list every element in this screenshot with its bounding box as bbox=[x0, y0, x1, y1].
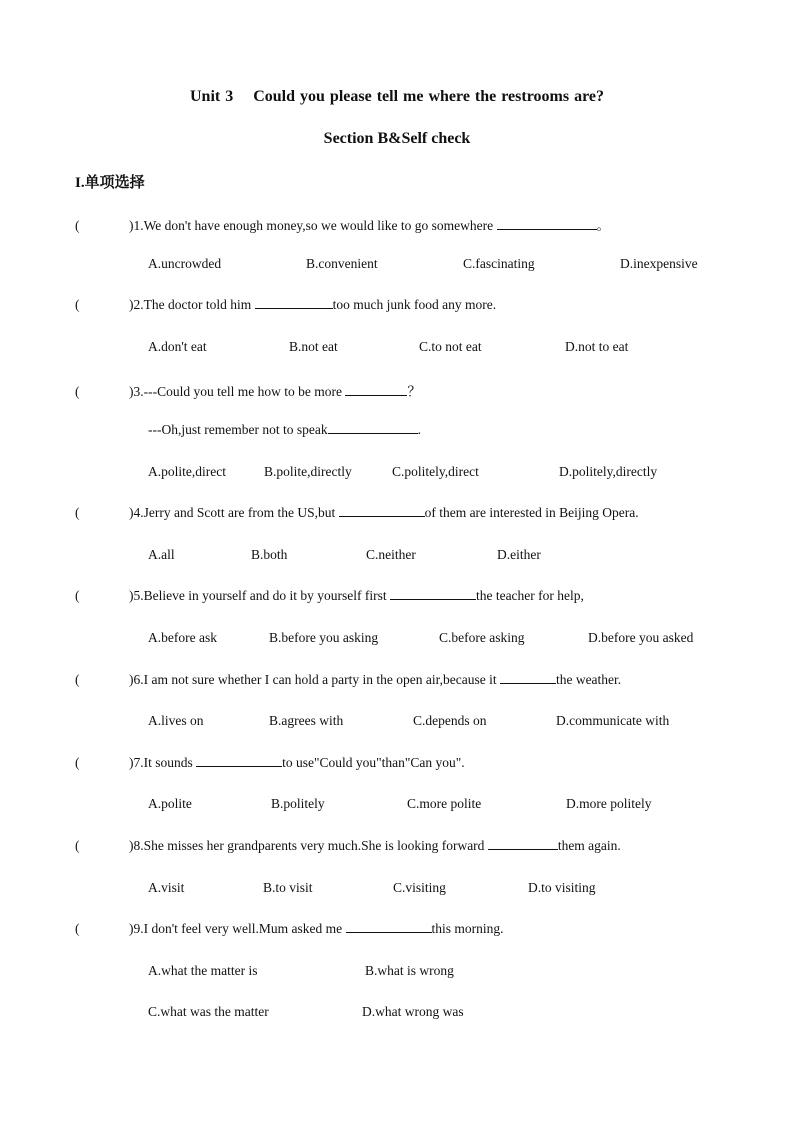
option-d: D.what wrong was bbox=[362, 1004, 464, 1019]
option-a: A.all bbox=[148, 547, 175, 562]
answer-paren-close: ) bbox=[129, 755, 134, 770]
option-b: B.what is wrong bbox=[365, 963, 454, 978]
question-1 bbox=[75, 214, 610, 234]
answer-paren-close: ) bbox=[129, 838, 134, 853]
question-text: 6.I am not sure whether I can hold a party in the open air,because it bbox=[133, 672, 500, 687]
answer-paren-open: ( bbox=[75, 297, 80, 312]
option-c: C.politely,direct bbox=[392, 464, 479, 479]
option-c: C.to not eat bbox=[419, 339, 482, 354]
section-heading: I.单项选择 bbox=[75, 175, 145, 191]
answer-paren-close: ) bbox=[129, 505, 134, 520]
answer-paren-close: ) bbox=[129, 672, 134, 687]
option-d: D.communicate with bbox=[556, 713, 670, 728]
question-3 bbox=[75, 380, 421, 400]
option-d: D.politely,directly bbox=[559, 464, 658, 479]
option-c: C.depends on bbox=[413, 713, 487, 728]
option-b: B.politely bbox=[271, 796, 325, 811]
option-b: B.not eat bbox=[289, 339, 338, 354]
option-c: C.before asking bbox=[439, 630, 525, 645]
question-text: 5.Believe in yourself and do it by yourself first bbox=[133, 588, 390, 603]
option-a: A.before ask bbox=[148, 630, 217, 645]
dialogue-text: ---Oh,just remember not to speak bbox=[148, 422, 328, 437]
answer-blank[interactable] bbox=[345, 384, 407, 396]
answer-blank[interactable] bbox=[255, 297, 333, 309]
answer-paren-close: ) bbox=[129, 297, 134, 312]
option-c: C.more polite bbox=[407, 796, 482, 811]
page-subtitle: Section B&Self check bbox=[323, 130, 471, 147]
answer-paren-close: ) bbox=[129, 218, 134, 233]
option-a: A.visit bbox=[148, 880, 185, 895]
answer-blank[interactable] bbox=[339, 505, 425, 517]
option-a: A.uncrowded bbox=[148, 256, 222, 271]
question-9 bbox=[75, 921, 504, 937]
option-c: C.visiting bbox=[393, 880, 446, 895]
option-b: B.both bbox=[251, 547, 288, 562]
question-text-end: to use"Could you"than"Can you". bbox=[282, 755, 465, 770]
answer-paren-open: ( bbox=[75, 505, 80, 520]
answer-paren-open: ( bbox=[75, 218, 80, 233]
option-c: C.what was the matter bbox=[148, 1004, 269, 1019]
answer-blank[interactable] bbox=[488, 838, 558, 850]
question-text: 8.She misses her grandparents very much.She is looking forward bbox=[133, 838, 488, 853]
question-text: 4.Jerry and Scott are from the US,but bbox=[133, 505, 339, 520]
question-text: 9.I don't feel very well.Mum asked me bbox=[133, 921, 346, 936]
question-text-end: the teacher for help, bbox=[475, 588, 584, 603]
answer-paren-open: ( bbox=[75, 921, 80, 936]
question-5 bbox=[75, 588, 584, 604]
option-d: D.more politely bbox=[566, 796, 652, 811]
option-d: D.inexpensive bbox=[620, 256, 698, 271]
answer-blank[interactable] bbox=[390, 588, 476, 600]
question-4 bbox=[75, 505, 639, 521]
answer-blank-2[interactable] bbox=[328, 422, 418, 434]
option-b: B.agrees with bbox=[269, 713, 344, 728]
option-c: C.neither bbox=[366, 547, 416, 562]
answer-paren-open: ( bbox=[75, 384, 80, 399]
option-a: A.lives on bbox=[148, 713, 204, 728]
option-b: B.polite,directly bbox=[264, 464, 352, 479]
question-text: 7.It sounds bbox=[133, 755, 197, 770]
question-text-end: of them are interested in Beijing Opera. bbox=[424, 505, 639, 520]
option-a: A.polite bbox=[148, 796, 192, 811]
question-text-end: them again. bbox=[557, 838, 621, 853]
dialogue-text-end: . bbox=[417, 422, 421, 437]
question-8 bbox=[75, 838, 621, 854]
answer-paren-open: ( bbox=[75, 755, 80, 770]
option-d: D.either bbox=[497, 547, 541, 562]
question-text-end: this morning. bbox=[431, 921, 504, 936]
answer-paren-open: ( bbox=[75, 672, 80, 687]
question-text: 3.---Could you tell me how to be more bbox=[133, 384, 346, 399]
answer-blank[interactable] bbox=[346, 921, 432, 933]
question-text-end: too much junk food any more. bbox=[332, 297, 497, 312]
question-7 bbox=[75, 755, 465, 771]
page-title: Unit 3 Could you please tell me where the restrooms are? bbox=[190, 88, 604, 105]
question-3-line-2 bbox=[148, 422, 421, 438]
option-d: D.to visiting bbox=[528, 880, 596, 895]
question-2 bbox=[75, 297, 496, 313]
option-d: D.not to eat bbox=[565, 339, 629, 354]
option-d: D.before you asked bbox=[588, 630, 694, 645]
question-text: 1.We don't have enough money,so we would like to go somewhere bbox=[133, 218, 497, 233]
question-text-end: ？ bbox=[407, 384, 421, 399]
answer-paren-open: ( bbox=[75, 588, 80, 603]
option-b: B.before you asking bbox=[269, 630, 379, 645]
question-text-end: the weather. bbox=[555, 672, 622, 687]
option-a: A.don't eat bbox=[148, 339, 207, 354]
answer-paren-open: ( bbox=[75, 838, 80, 853]
question-text: 2.The doctor told him bbox=[133, 297, 255, 312]
answer-blank[interactable] bbox=[497, 218, 597, 230]
question-6 bbox=[75, 672, 621, 688]
answer-paren-close: ) bbox=[129, 384, 134, 399]
option-a: A.what the matter is bbox=[148, 963, 258, 978]
option-b: B.to visit bbox=[263, 880, 313, 895]
question-text-end: 。 bbox=[596, 218, 611, 233]
answer-blank[interactable] bbox=[500, 672, 556, 684]
answer-blank[interactable] bbox=[196, 755, 282, 767]
answer-paren-close: ) bbox=[129, 921, 134, 936]
option-c: C.fascinating bbox=[463, 256, 535, 271]
option-a: A.polite,direct bbox=[148, 464, 226, 479]
option-b: B.convenient bbox=[306, 256, 378, 271]
answer-paren-close: ) bbox=[129, 588, 134, 603]
